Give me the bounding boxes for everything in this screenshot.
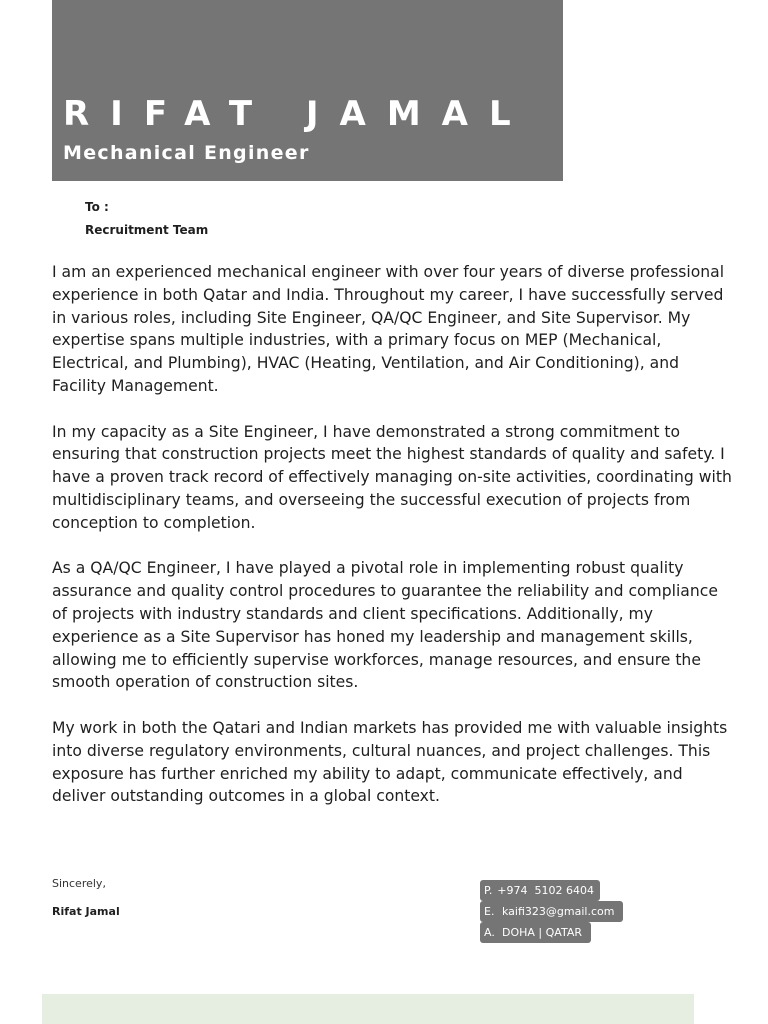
- email-label: E.: [484, 905, 495, 918]
- footer-band: [42, 994, 694, 1024]
- job-title: Mechanical Engineer: [63, 142, 310, 164]
- address-label: A.: [484, 926, 495, 939]
- applicant-name: RIFAT JAMAL: [63, 94, 532, 134]
- closing-salutation: Sincerely,: [52, 877, 106, 890]
- letter-paragraph: As a QA/QC Engineer, I have played a pivotal role in implementing robust quality assurance and quality control procedures to guarantee the reliability and compliance of projects with industry standards and client specifications. Additionally, my experience as a Site Supervisor has honed my leadership and management skills, allowing me to efficiently supervise workforces, manage resources, and ensure the smooth operation of construction sites.: [52, 559, 718, 692]
- contact-email: [480, 901, 623, 922]
- phone-label: P.: [484, 884, 493, 897]
- letter-body: [52, 261, 732, 831]
- signature-name: Rifat Jamal: [52, 905, 120, 918]
- to-label: To :: [85, 200, 109, 214]
- contact-block: [480, 880, 623, 943]
- header-banner: [52, 0, 563, 181]
- contact-phone: [480, 880, 600, 901]
- letter-paragraph: I am an experienced mechanical engineer with over four years of diverse professional experience in both Qatar and India. Throughout my career, I have successfully served in various roles, including Site Engineer, QA/QC Engineer, and Site Supervisor. My expertise spans multiple industries, with a primary focus on MEP (Mechanical, Electrical, and Plumbing), HVAC (Heating, Ventilation, and Air Conditioning), and Facility Management.: [52, 263, 725, 395]
- phone-value: +974 5102 6404: [497, 884, 594, 897]
- contact-address: [480, 922, 591, 943]
- recipient-name: Recruitment Team: [85, 223, 209, 237]
- email-value: kaifi323@gmail.com: [502, 905, 615, 918]
- letter-paragraph: My work in both the Qatari and Indian markets has provided me with valuable insights into diverse regulatory environments, cultural nuances, and project challenges. This exposure has further enriched my ability to adapt, communicate effectively, and deliver outstanding outcomes in a global context.: [52, 718, 728, 806]
- letter-paragraph: In my capacity as a Site Engineer, I have demonstrated a strong commitment to ensuring that construction projects meet the highest standards of quality and safety. I have a proven track record of effectively managing on-site activities, coordinating with multidisciplinary teams, and overseeing the successful execution of projects from conception to completion.: [52, 422, 732, 532]
- address-value: DOHA | QATAR: [502, 926, 582, 939]
